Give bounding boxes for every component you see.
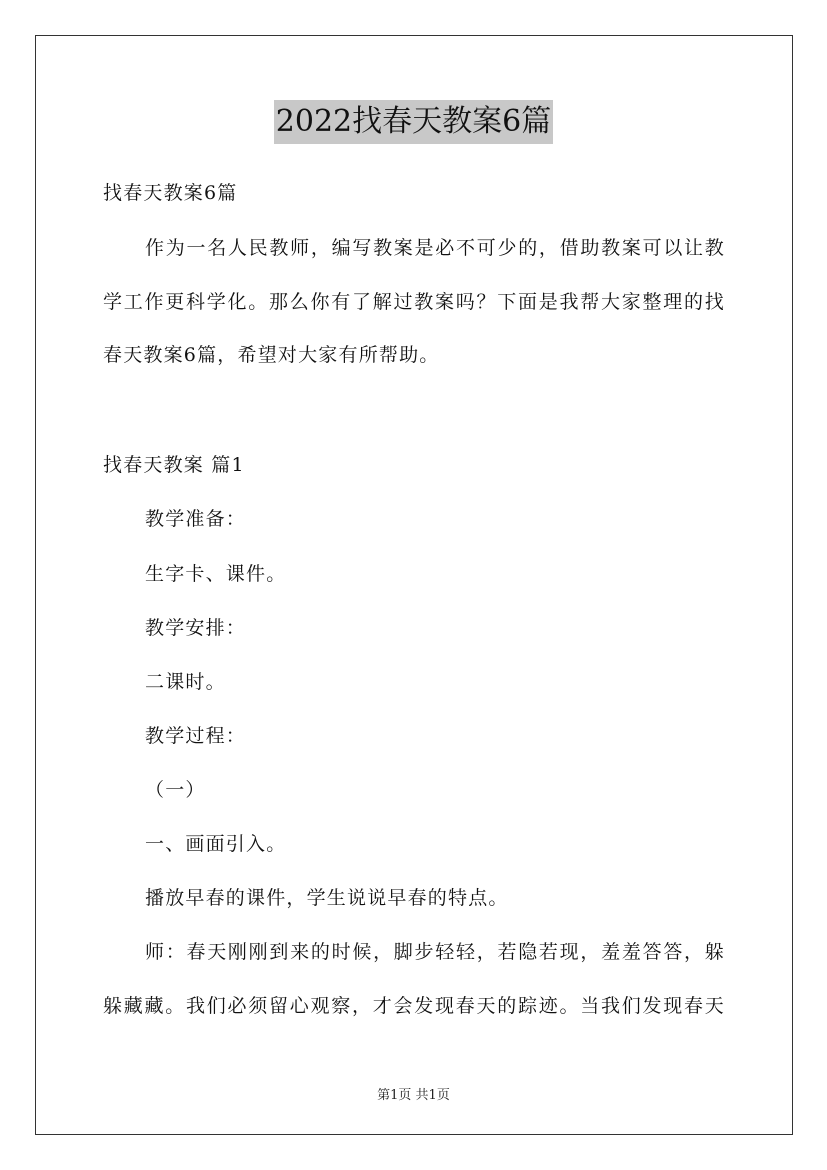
paragraph-line: 教学过程： xyxy=(145,725,247,747)
paragraph-line: 二课时。 xyxy=(145,671,226,693)
paragraph-line: （一） xyxy=(145,779,206,801)
paragraph-line: 春天教案6篇，希望对大家有所帮助。 xyxy=(103,344,440,366)
paragraph-line: 学工作更科学化。那么你有了解过教案吗？下面是我帮大家整理的找 xyxy=(103,291,725,313)
paragraph-line: 教学安排： xyxy=(145,617,247,639)
paragraph-line: 生字卡、课件。 xyxy=(145,563,287,585)
paragraph-line: 躲藏藏。我们必须留心观察，才会发现春天的踪迹。当我们发现春天 xyxy=(103,995,725,1017)
section-heading: 找春天教案 篇1 xyxy=(103,454,245,476)
title-container xyxy=(0,100,827,144)
document-title: 2022找春天教案6篇 xyxy=(274,100,553,144)
paragraph-line: 一、画面引入。 xyxy=(145,833,287,855)
paragraph-line: 作为一名人民教师，编写教案是必不可少的，借助教案可以让教 xyxy=(145,237,725,259)
paragraph-line: 教学准备： xyxy=(145,508,247,530)
paragraph-line: 师：春天刚刚到来的时候，脚步轻轻，若隐若现，羞羞答答，躲 xyxy=(145,941,725,963)
paragraph-line: 播放早春的课件，学生说说早春的特点。 xyxy=(145,887,509,909)
subtitle: 找春天教案6篇 xyxy=(103,182,238,204)
page-footer: 第1页 共1页 xyxy=(377,1088,450,1103)
